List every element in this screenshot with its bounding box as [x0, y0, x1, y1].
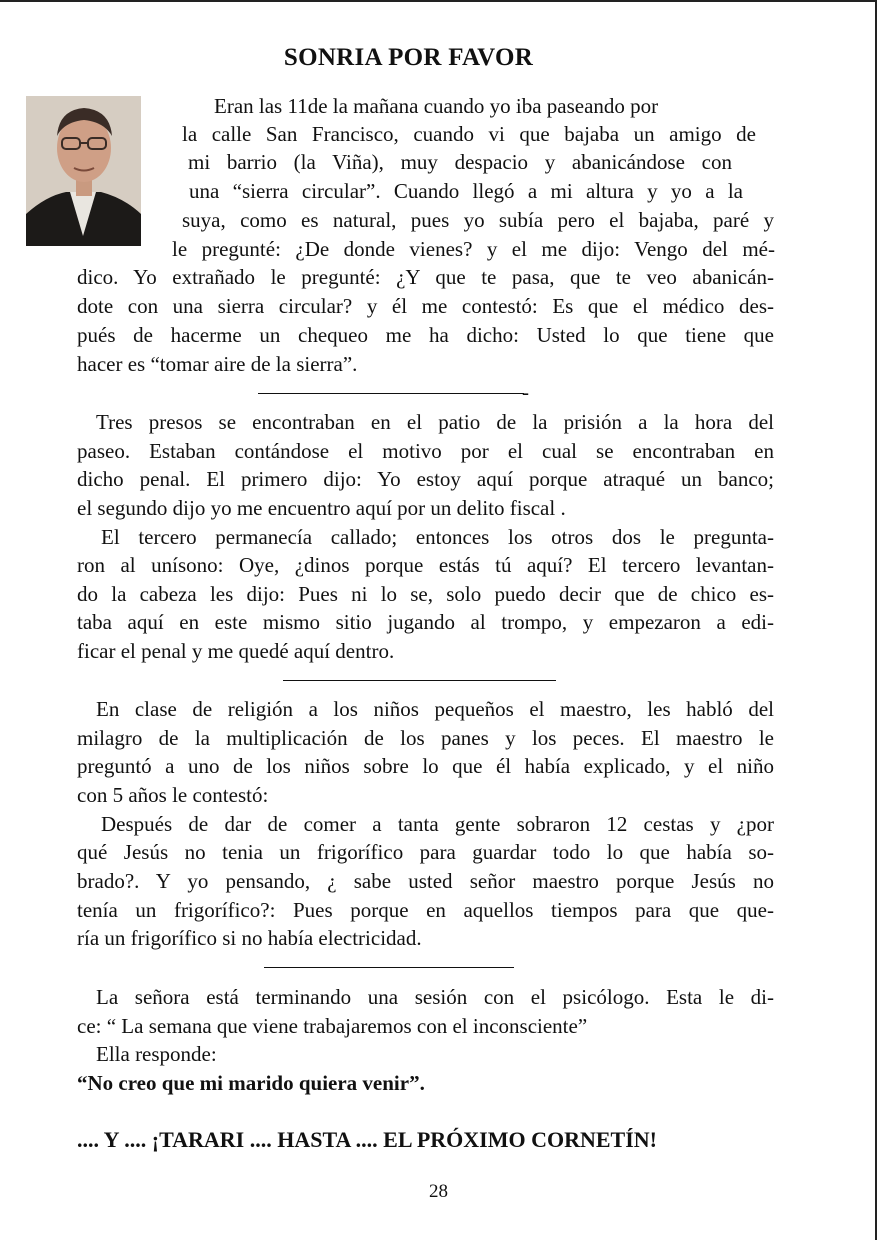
text-line: el segundo dijo yo me encuentro aquí por un delito fiscal . — [77, 496, 566, 520]
text-line: pués de hacerme un chequeo me ha dicho: Usted lo que tiene que — [77, 323, 774, 347]
text-line: La señora está terminando una sesión con el psicólogo. Esta le di- — [96, 985, 774, 1009]
text-line: Después de dar de comer a tanta gente sobraron 12 cestas y ¿por — [101, 812, 774, 836]
text-line: suya, como es natural, pues yo subía pero el bajaba, paré y — [182, 208, 774, 232]
text-line: ce: “ La semana que viene trabajaremos con el inconsciente” — [77, 1014, 588, 1038]
text-line: ficar el penal y me quedé aquí dentro. — [77, 639, 395, 663]
page-number: 28 — [429, 1181, 448, 1202]
text-line: con 5 años le contestó: — [77, 783, 269, 807]
text-line: brado?. Y yo pensando, ¿ sabe usted señor maestro porque Jesús no — [77, 869, 774, 893]
separator-line — [283, 680, 556, 681]
text-line: dicho penal. El primero dijo: Yo estoy aquí porque atraqué un banco; — [77, 467, 774, 491]
text-line: El tercero permanecía callado; entonces los otros dos le pregunta- — [101, 525, 774, 549]
separator-line — [258, 393, 524, 394]
text-line: En clase de religión a los niños pequeños el maestro, les habló del — [96, 697, 774, 721]
text-line: mi barrio (la Viña), muy despacio y abanicándose con — [188, 150, 732, 174]
text-line: una “sierra circular”. Cuando llegó a mi altura y yo a la — [189, 179, 743, 203]
text-line: ron al unísono: Oye, ¿dinos porque estás tú aquí? El tercero levantan- — [77, 553, 774, 577]
text-line: la calle San Francisco, cuando vi que bajaba un amigo de — [182, 122, 756, 146]
author-portrait-image — [26, 96, 141, 246]
text-line: Ella responde: — [96, 1042, 217, 1066]
text-line: le pregunté: ¿De donde vienes? y el me dijo: Vengo del mé- — [172, 237, 775, 261]
separator-line — [264, 967, 514, 968]
page-title: SONRIA POR FAVOR — [283, 44, 534, 71]
text-line: paseo. Estaban contándose el motivo por el cual se encontraban en — [77, 439, 774, 463]
text-line: Eran las 11de la mañana cuando yo iba paseando por — [214, 94, 659, 118]
punchline: “No creo que mi marido quiera venir”. — [77, 1071, 425, 1095]
text-line: ría un frigorífico si no había electricidad. — [77, 926, 422, 950]
author-photo — [26, 96, 141, 246]
text-line: tenía un frigorífico?: Pues porque en aquellos tiempos para que que- — [77, 898, 774, 922]
text-line: dote con una sierra circular? y él me contestó: Es que el médico des- — [77, 294, 774, 318]
text-line: qué Jesús no tenia un frigorífico para guardar todo lo que había so- — [77, 840, 774, 864]
text-line: Tres presos se encontraban en el patio de la prisión a la hora del — [96, 410, 774, 434]
text-line: taba aquí en este mismo sitio jugando al trompo, y empezaron a edi- — [77, 610, 774, 634]
separator-dash: - — [522, 380, 529, 404]
text-line: milagro de la multiplicación de los panes y los peces. El maestro le — [77, 726, 774, 750]
text-line: preguntó a uno de los niños sobre lo que él había explicado, y el niño — [77, 754, 774, 778]
closing-line: .... Y .... ¡TARARI .... HASTA .... EL PRÓXIMO CORNETÍN! — [77, 1127, 657, 1152]
text-line: hacer es “tomar aire de la sierra”. — [77, 352, 358, 376]
text-line: dico. Yo extrañado le pregunté: ¿Y que te pasa, que te veo abanicán- — [77, 265, 774, 289]
text-line: do la cabeza les dijo: Pues ni lo se, solo puedo decir que de chico es- — [77, 582, 774, 606]
page-top-border — [0, 0, 877, 2]
